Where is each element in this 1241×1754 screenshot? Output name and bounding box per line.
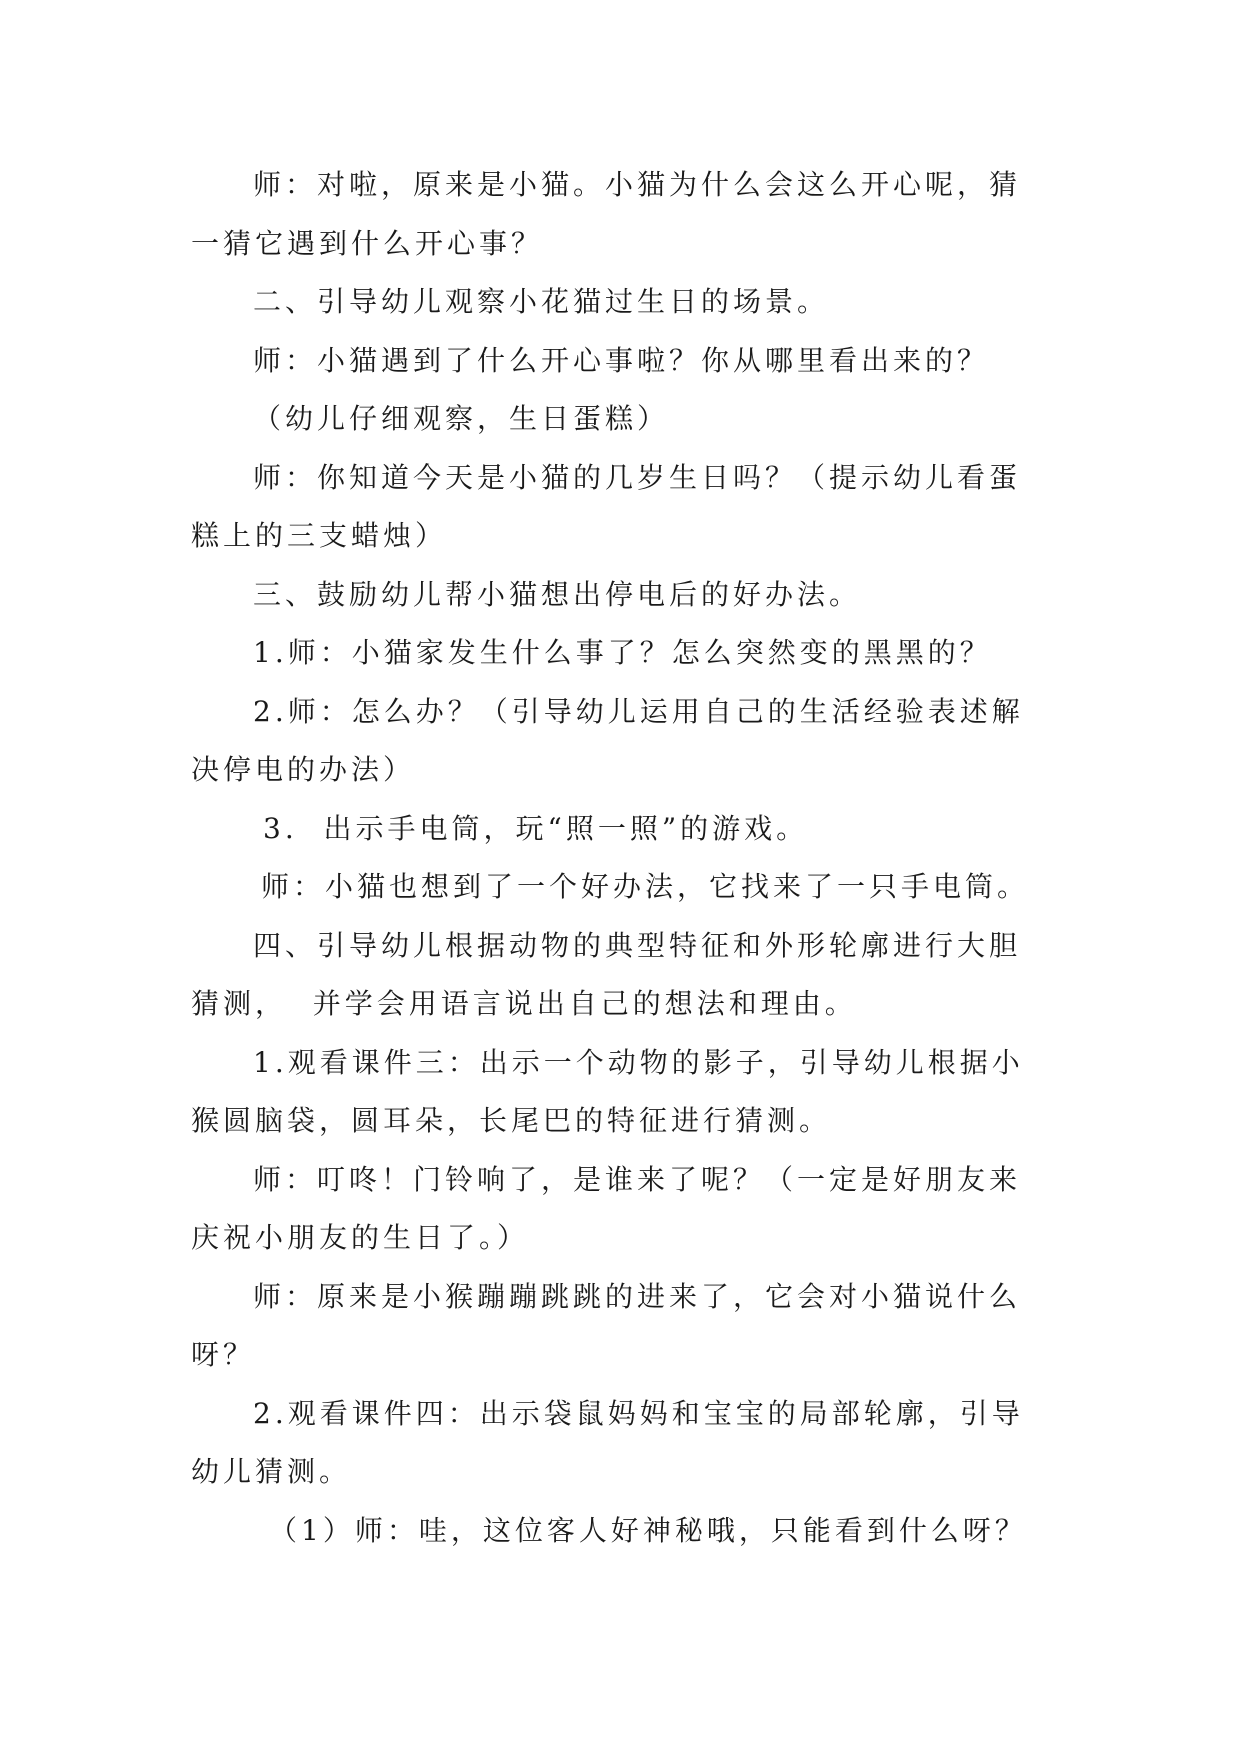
text-line: 师：对啦，原来是小猫。小猫为什么会这么开心呢，猜 [253, 168, 1022, 201]
text-line: 猜测， 并学会用语言说出自己的想法和理由。 [191, 987, 857, 1020]
text-line: 庆祝小朋友的生日了。） [191, 1221, 530, 1254]
section-heading: 二、引导幼儿观察小花猫过生日的场景。 [253, 285, 830, 318]
text-line: 呀？ [191, 1338, 256, 1371]
text-line: 一猜它遇到什么开心事？ [191, 226, 544, 260]
text-line: 师：你知道今天是小猫的几岁生日吗？（提示幼儿看蛋 [253, 460, 1022, 494]
text-line: 2.观看课件四：出示袋鼠妈妈和宝宝的局部轮廓，引导 [253, 1396, 1024, 1430]
document-body [191, 156, 1051, 1560]
text-line: （幼儿仔细观察，生日蛋糕） [253, 402, 670, 435]
text-line: 1.师：小猫家发生什么事了？怎么突然变的黑黑的？ [253, 636, 992, 669]
section-heading: 三、鼓励幼儿帮小猫想出停电后的好办法。 [253, 577, 862, 611]
text-line: 1.观看课件三：出示一个动物的影子，引导幼儿根据小 [253, 1045, 1024, 1079]
text-line: 幼儿猜测。 [191, 1455, 352, 1488]
text-line: 师：小猫也想到了一个好办法，它找来了一只手电筒。 [261, 870, 1030, 903]
text-line: 师：小猫遇到了什么开心事啦？你从哪里看出来的？ [253, 343, 990, 377]
text-line: 决停电的办法） [191, 753, 416, 786]
text-line: 师：叮咚！门铃响了，是谁来了呢？（一定是好朋友来 [253, 1162, 1022, 1196]
text-line: 2.师：怎么办？（引导幼儿运用自己的生活经验表述解 [253, 694, 1024, 728]
section-heading: 四、引导幼儿根据动物的典型特征和外形轮廓进行大胆 [253, 928, 1022, 962]
text-line: （1）师：哇，这位客人好神秘哦，只能看到什么呀？ [269, 1513, 1027, 1547]
text-line: 猴圆脑袋，圆耳朵，长尾巴的特征进行猜测。 [191, 1104, 832, 1137]
text-line: 3. 出示手电筒，玩“照一照”的游戏。 [263, 811, 809, 845]
text-line: 糕上的三支蜡烛） [191, 519, 448, 552]
text-line: 师：原来是小猴蹦蹦跳跳的进来了，它会对小猫说什么 [253, 1279, 1022, 1313]
